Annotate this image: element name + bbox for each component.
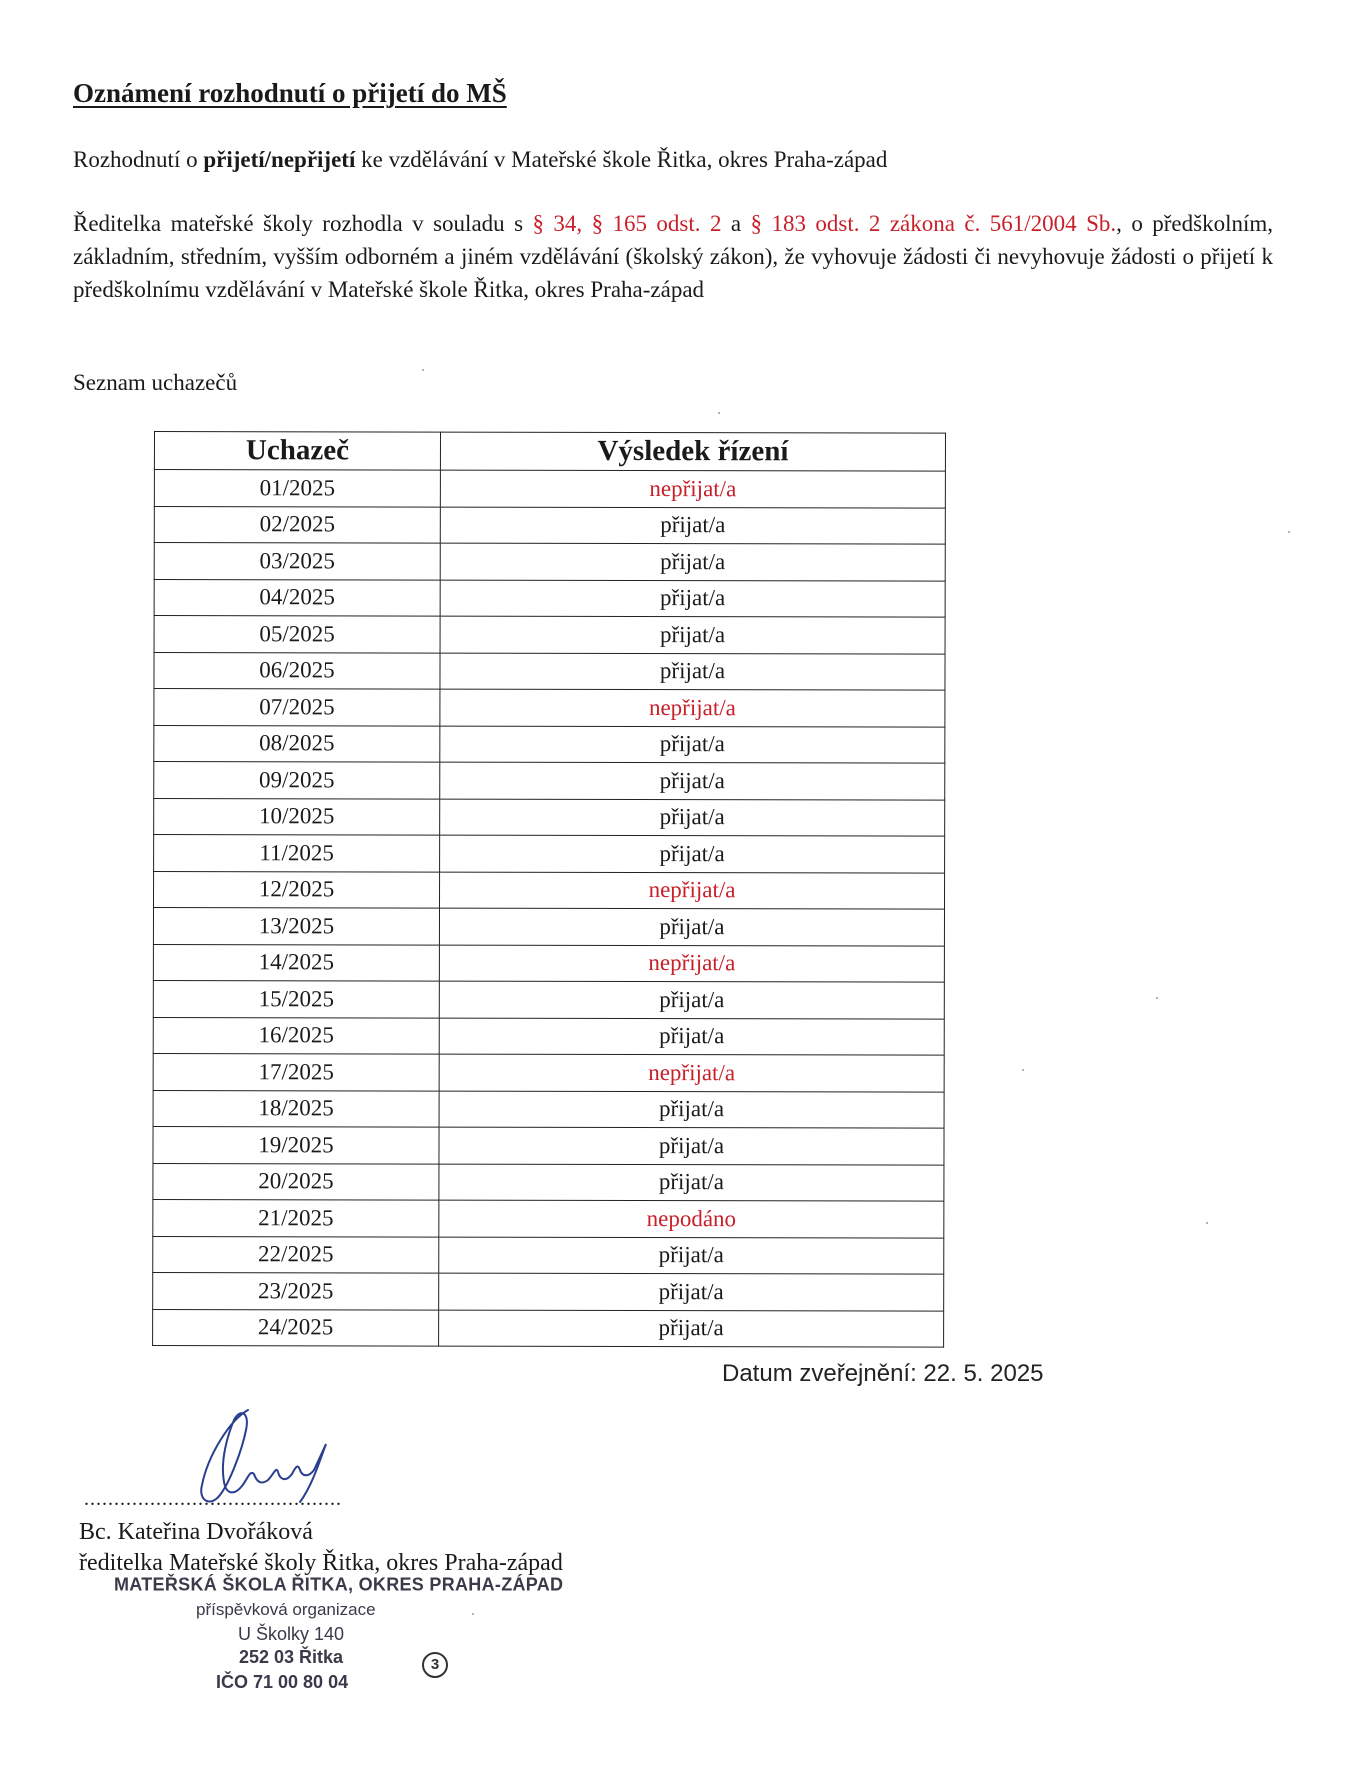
result-cell: přijat/a <box>440 835 945 873</box>
table-header-row <box>154 432 945 472</box>
legal-reference-1: § 34, § 165 odst. 2 <box>532 211 722 236</box>
result-cell: přijat/a <box>439 1127 944 1165</box>
result-cell: přijat/a <box>439 1237 944 1275</box>
result-cell: přijat/a <box>440 726 945 764</box>
decision-subtitle <box>73 147 887 173</box>
result-cell: přijat/a <box>440 799 945 837</box>
scan-speck <box>422 369 424 371</box>
applicant-id-cell: 21/2025 <box>153 1199 439 1236</box>
result-cell: přijat/a <box>439 1091 944 1129</box>
subtitle-prefix: Rozhodnutí o <box>73 147 204 172</box>
signature-line: ........................................... <box>84 1488 342 1510</box>
legal-reference-2: § 183 odst. 2 zákona č. 561/2004 Sb. <box>750 211 1117 236</box>
result-cell: nepřijat/a <box>439 945 944 983</box>
scan-speck <box>1022 1069 1024 1071</box>
applicant-id-cell: 13/2025 <box>153 908 439 945</box>
applicant-id-cell: 14/2025 <box>153 944 439 981</box>
scan-speck <box>472 1613 474 1615</box>
applicant-id-cell: 17/2025 <box>153 1053 439 1090</box>
table-row <box>153 980 944 1018</box>
applicant-id-cell: 07/2025 <box>154 689 440 726</box>
result-cell: přijat/a <box>440 543 945 581</box>
table-row <box>154 579 945 617</box>
subtitle-suffix: ke vzdělávání v Mateřské škole Řitka, okres Praha-západ <box>355 147 888 172</box>
table-row <box>154 798 945 836</box>
applicant-id-cell: 24/2025 <box>153 1309 439 1346</box>
applicant-id-cell: 12/2025 <box>154 871 440 908</box>
paragraph-part1: Ředitelka mateřské školy rozhodla v souladu s <box>73 211 533 236</box>
table-row <box>153 1126 944 1164</box>
header-result: Výsledek řízení <box>440 432 945 471</box>
publication-date: Datum zveřejnění: 22. 5. 2025 <box>722 1360 1044 1387</box>
table-row <box>154 543 945 581</box>
table-row <box>153 944 944 982</box>
table-row <box>153 1163 944 1201</box>
table-row <box>153 1017 944 1055</box>
paragraph-part3: , o předškolním, základním, středním, vyšším odborném a jiném vzdělávání (školský zákon), že vyhovuje žádosti či nevyhovuje žádosti o přijetí k předškolnímu vzdělávání v Mateřské škole Řitka, okres Praha-západ <box>73 211 1273 302</box>
table-row <box>154 616 945 654</box>
table-row <box>153 1199 944 1237</box>
applicant-id-cell: 22/2025 <box>153 1236 439 1273</box>
applicant-id-cell: 09/2025 <box>154 762 440 799</box>
applicant-id-cell: 23/2025 <box>153 1272 439 1309</box>
result-cell: přijat/a <box>440 762 945 800</box>
result-cell: přijat/a <box>439 1018 944 1056</box>
applicant-id-cell: 02/2025 <box>154 506 440 543</box>
applicant-id-cell: 11/2025 <box>154 835 440 872</box>
result-cell: přijat/a <box>440 616 945 654</box>
stamp-line-street: U Školky 140 <box>238 1624 345 1644</box>
paragraph-part2: a <box>721 211 751 236</box>
stamp-line-school: MATEŘSKÁ ŠKOLA ŘITKA, OKRES PRAHA-ZÁPAD <box>114 1573 564 1595</box>
table-row <box>154 652 945 690</box>
applicant-id-cell: 01/2025 <box>154 470 440 507</box>
result-cell: přijat/a <box>440 507 945 545</box>
table-row <box>154 725 945 763</box>
signatory-name: Bc. Kateřina Dvořáková <box>79 1519 313 1545</box>
applicant-id-cell: 10/2025 <box>154 798 440 835</box>
applicant-id-cell: 18/2025 <box>153 1090 439 1127</box>
table-row <box>153 1309 944 1347</box>
result-cell: přijat/a <box>440 580 945 618</box>
subtitle-bold: přijetí/nepřijetí <box>203 147 356 172</box>
result-cell: nepřijat/a <box>440 470 945 508</box>
applicant-id-cell: 19/2025 <box>153 1126 439 1163</box>
stamp-line-organization: příspěvková organizace <box>196 1600 376 1619</box>
result-cell: přijat/a <box>439 1310 944 1348</box>
result-cell: přijat/a <box>439 908 944 946</box>
results-table <box>152 431 946 1348</box>
table-row <box>154 470 945 508</box>
table-row <box>154 762 945 800</box>
result-cell: nepřijat/a <box>440 872 945 910</box>
table-row <box>153 1236 944 1274</box>
stamp-number-badge: 3 <box>422 1652 448 1678</box>
table-row <box>154 835 945 873</box>
applicant-id-cell: 15/2025 <box>153 980 439 1017</box>
document-title: Oznámení rozhodnutí o přijetí do MŠ <box>73 78 507 108</box>
decision-paragraph <box>73 207 1273 306</box>
table-row <box>153 1090 944 1128</box>
applicants-list-label: Seznam uchazečů <box>73 370 238 395</box>
signatory-role: ředitelka Mateřské školy Řitka, okres Praha-západ <box>79 1550 563 1576</box>
result-cell: nepřijat/a <box>439 1054 944 1092</box>
result-cell: nepřijat/a <box>440 689 945 727</box>
table-row <box>153 908 944 946</box>
applicant-id-cell: 05/2025 <box>154 616 440 653</box>
table-row <box>153 1053 944 1091</box>
applicant-id-cell: 08/2025 <box>154 725 440 762</box>
stamp-line-city: 252 03 Řitka <box>239 1647 344 1667</box>
applicant-id-cell: 20/2025 <box>153 1163 439 1200</box>
table-row <box>154 506 945 544</box>
scan-speck <box>1288 531 1290 533</box>
scan-speck <box>1206 1222 1208 1224</box>
scan-speck <box>1156 997 1158 999</box>
result-cell: přijat/a <box>439 1164 944 1202</box>
table-row <box>153 1272 944 1310</box>
scan-speck <box>718 412 720 414</box>
stamp-line-ico: IČO 71 00 80 04 <box>216 1672 349 1692</box>
applicant-id-cell: 16/2025 <box>153 1017 439 1054</box>
results-table-body <box>153 470 946 1348</box>
applicant-id-cell: 06/2025 <box>154 652 440 689</box>
table-row <box>154 689 945 727</box>
result-cell: přijat/a <box>439 981 944 1019</box>
applicant-id-cell: 04/2025 <box>154 579 440 616</box>
table-row <box>154 871 945 909</box>
applicant-id-cell: 03/2025 <box>154 543 440 580</box>
result-cell: přijat/a <box>439 1273 944 1311</box>
result-cell: nepodáno <box>439 1200 944 1238</box>
result-cell: přijat/a <box>440 653 945 691</box>
header-applicant: Uchazeč <box>154 432 440 471</box>
